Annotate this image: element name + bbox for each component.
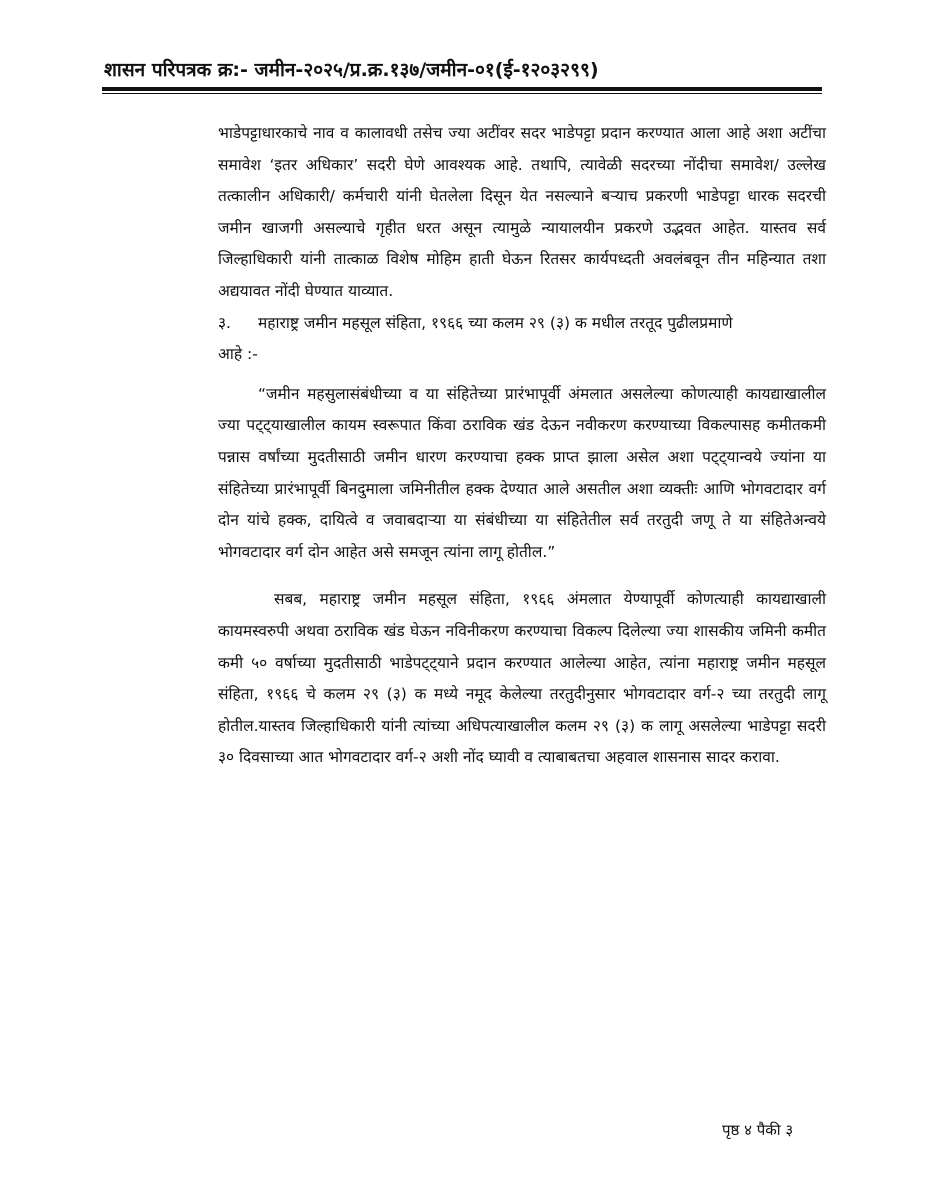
page-number: पृष्ठ ४ पैकी ३ — [722, 1121, 794, 1139]
paragraph-3-continuation: आहे :- — [218, 345, 258, 364]
paragraph-3-number: ३. — [218, 313, 231, 332]
header-rule-thick — [102, 87, 822, 91]
document-body — [218, 118, 826, 774]
paragraph-final: सबब, महाराष्ट्र जमीन महसूल संहिता, १९६६ अंमलात येण्यापूर्वी कोणत्याही कायद्याखाली कायमस्वरुपी अथवा ठराविक खंड घेऊन नविनीकरण करण्याचा विकल्प दिलेल्या ज्या शासकीय जमिनी कमीत कमी ५० वर्षाच्या मुदतीसाठी भाडेपट्ट्याने प्रदान करण्यात आलेल्या आहेत, त्यांना महाराष्ट्र जमीन महसूल संहिता, १९६६ चे कलम २९ (३) क मध्ये नमूद केलेल्या तरतुदीनुसार भोगवटादार वर्ग-२ च्या तरतुदी लागू होतील.यास्तव जिल्हाधिकारी यांनी त्यांच्या अधिपत्याखालील कलम २९ (३) क लागू असलेल्या भाडेपट्टा सदरी ३० दिवसाच्या आत भोगवटादार वर्ग-२ अशी नोंद घ्यावी व त्याबाबतचा अहवाल शासनास सादर करावा. — [218, 590, 826, 767]
header-rule-thin — [102, 93, 822, 94]
paragraph-3-first-line: महाराष्ट्र जमीन महसूल संहिता, १९६६ च्या कलम २९ (३) क मधील तरतूद पुढीलप्रमाणे — [258, 313, 733, 332]
document-header: शासन परिपत्रक क्र:- जमीन-२०२५/प्र.क्र.१३७/जमीन-०१(ई-१२०३२९९) — [104, 59, 599, 81]
paragraph-3 — [218, 308, 826, 340]
paragraph-continued: भाडेपट्टाधारकाचे नाव व कालावधी तसेच ज्या अटींवर सदर भाडेपट्टा प्रदान करण्यात आला आहे अशा अटींचा समावेश ‘इतर अधिकार’ सदरी घेणे आवश्यक आहे. तथापि, त्यावेळी सदरच्या नोंदीचा समावेश/ उल्लेख तत्कालीन अधिकारी/ कर्मचारी यांनी घेतलेला दिसून येत नसल्याने बऱ्याच प्रकरणी भाडेपट्टा धारक सदरची जमीन खाजगी असल्याचे गृहीत धरत असून त्यामुळे न्यायालयीन प्रकरणे उद्भवत आहेत. यास्तव सर्व जिल्हाधिकारी यांनी तात्काळ विशेष मोहिम हाती घेऊन रितसर कार्यपध्दती अवलंबवून तीन महिन्यात तशा अद्ययावत नोंदी घेण्यात याव्यात. — [218, 124, 826, 300]
quoted-provision: “जमीन महसुलासंबंधीच्या व या संहितेच्या प्रारंभापूर्वी अंमलात असलेल्या कोणत्याही कायद्याखालील ज्या पट्ट्याखालील कायम स्वरूपात किंवा ठराविक खंड देऊन नवीकरण करण्याच्या विकल्पासह कमीतकमी पन्नास वर्षांच्या मुदतीसाठी जमीन धारण करण्याचा हक्क प्राप्त झाला असेल अशा पट्ट्यान्वये ज्यांना या संहितेच्या प्रारंभापूर्वी बिनदुमाला जमिनीतील हक्क देण्यात आले असतील अशा व्यक्तीः आणि भोगवटादार वर्ग दोन यांचे हक्क, दायित्वे व जवाबदाऱ्या या संबंधीच्या या संहितेतील सर्व तरतुदी जणू ते या संहितेअन्वये भोगवटादार वर्ग दोन आहेत असे समजून त्यांना लागू होतील.” — [218, 384, 826, 561]
